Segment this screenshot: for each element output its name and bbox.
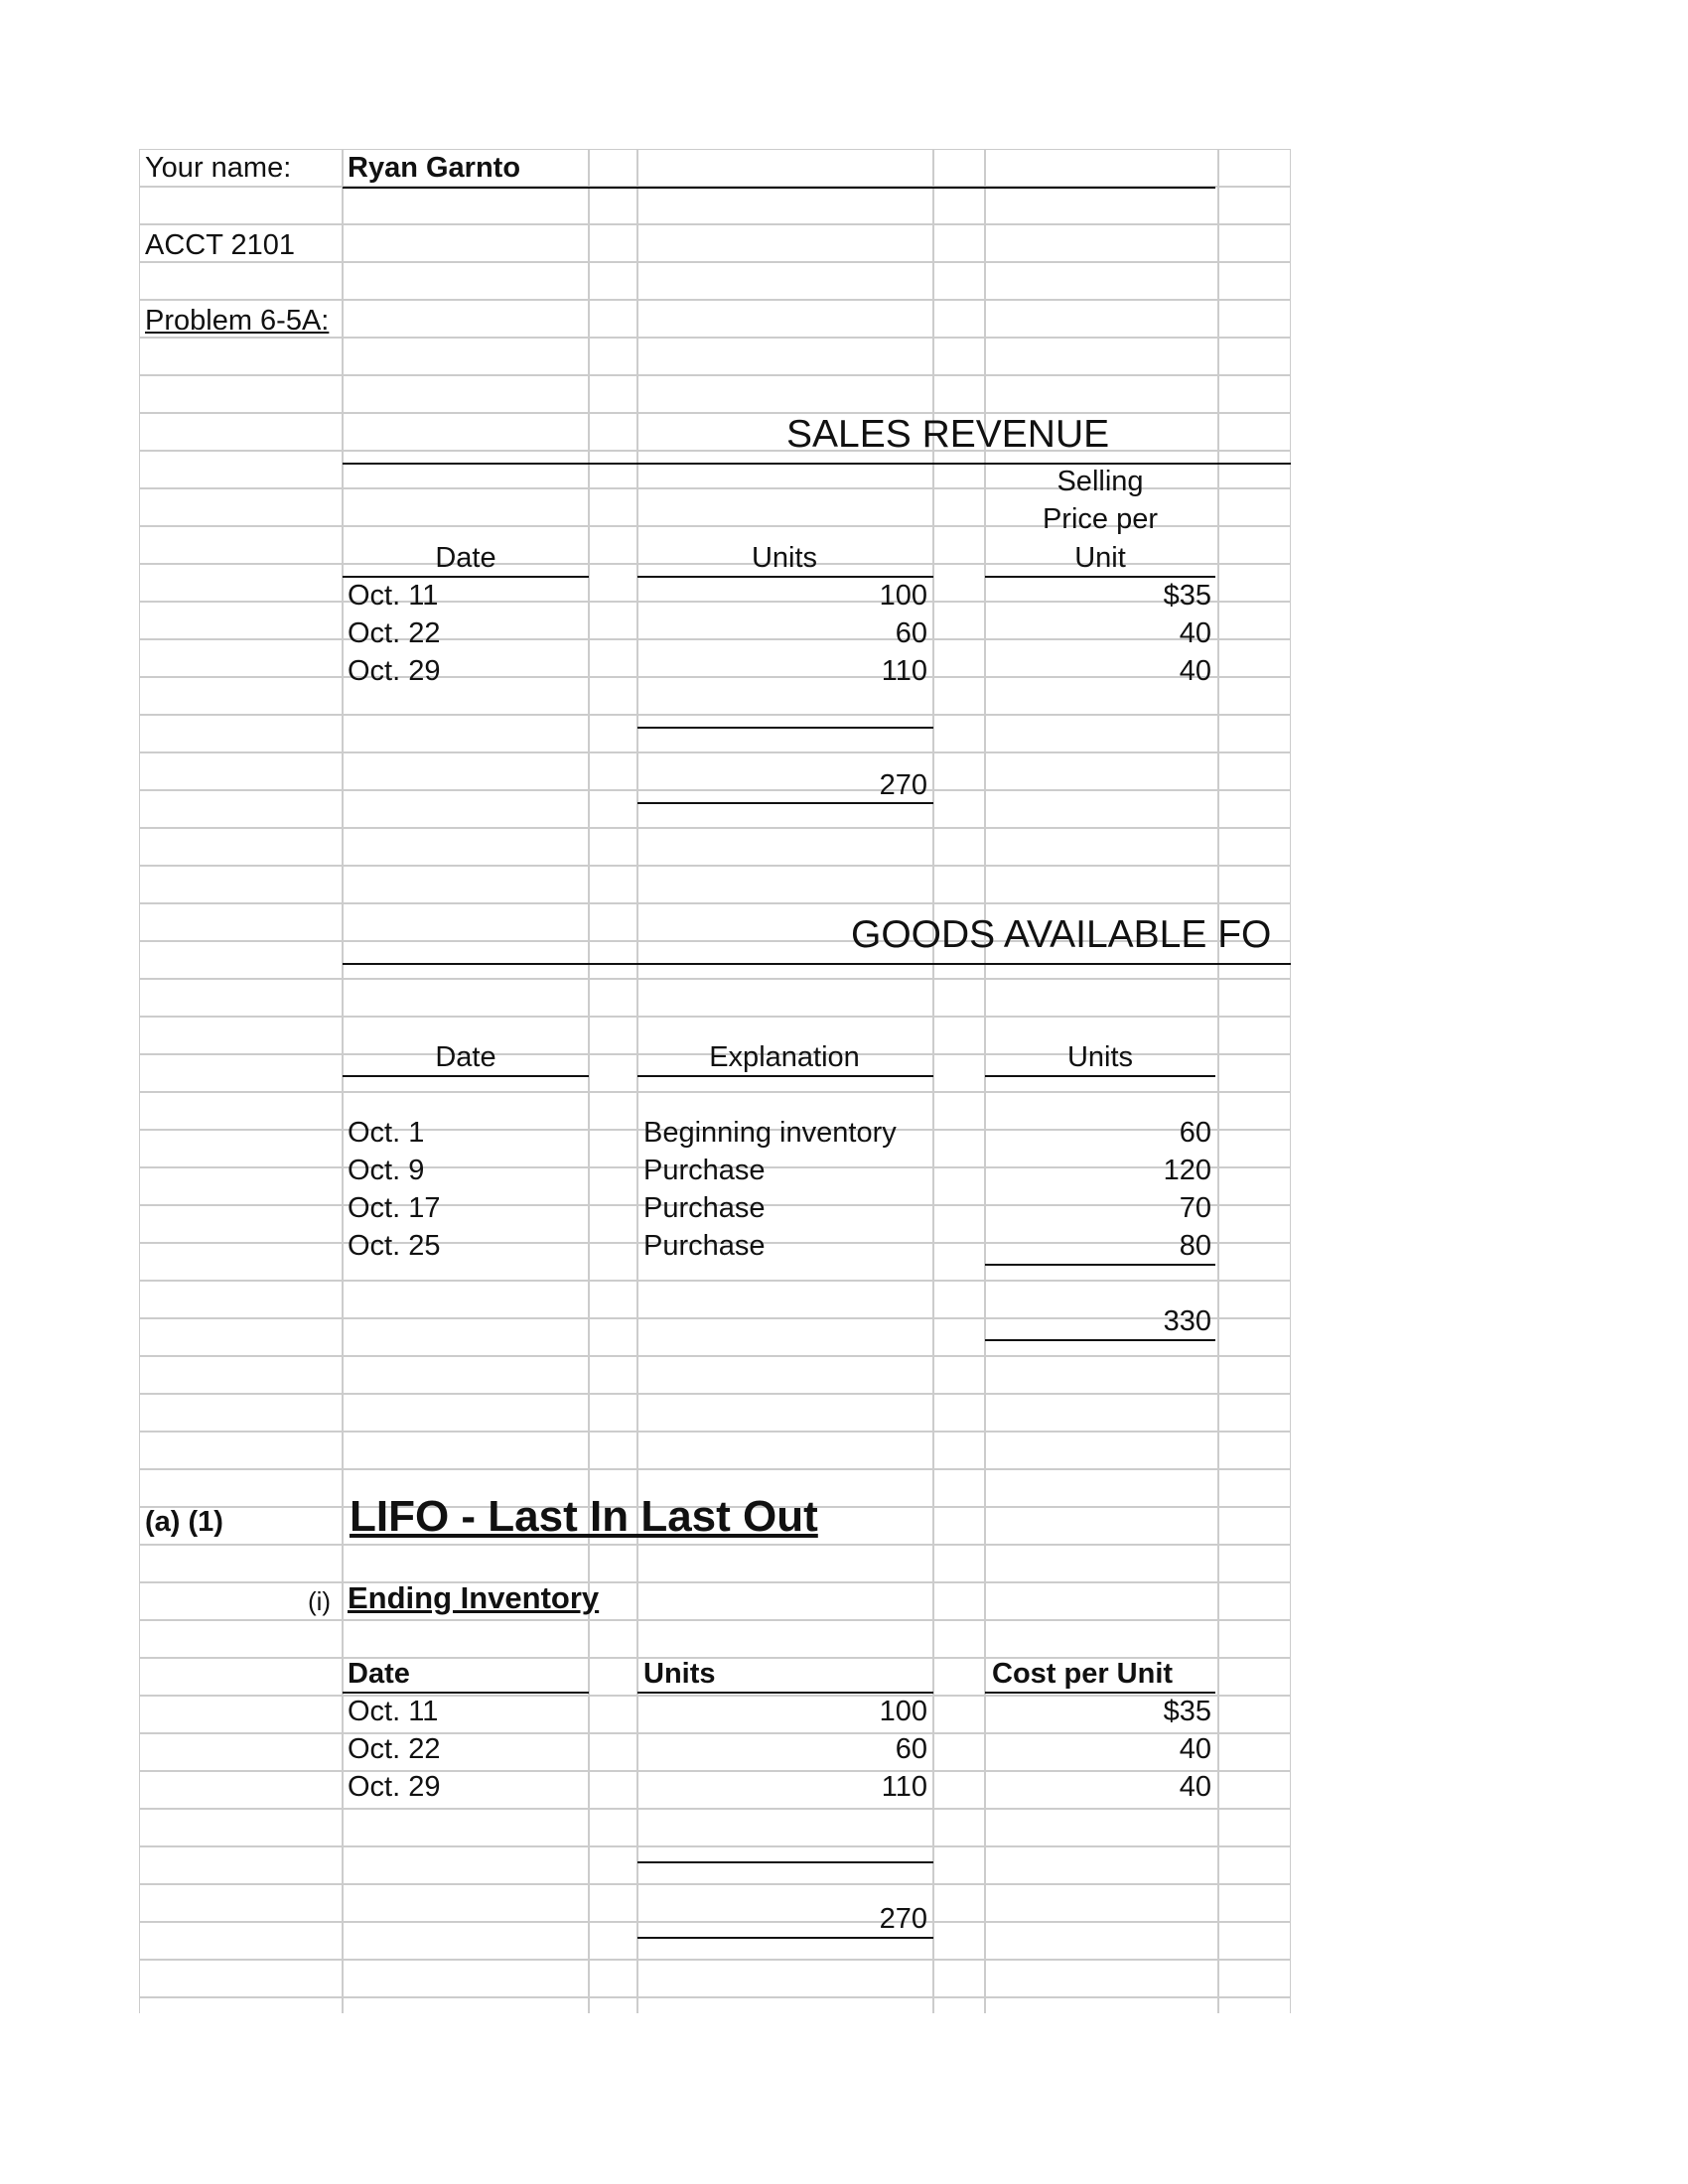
sales-row-price: 40 — [1179, 655, 1211, 687]
goods-row-date: Oct. 1 — [348, 1117, 425, 1149]
lifo-title: LIFO - Last In Last Out — [350, 1492, 818, 1541]
sales-total-units: 270 — [879, 769, 927, 801]
sales-price-header-1: Selling — [1056, 466, 1144, 497]
sales-total-rule — [637, 802, 933, 804]
goods-subtotal-rule — [985, 1264, 1215, 1266]
goods-row-explanation: Purchase — [643, 1230, 766, 1262]
lifo-total-rule — [637, 1937, 933, 1939]
lifo-cost-header: Cost per Unit — [992, 1658, 1174, 1690]
sales-row-price: $35 — [1163, 580, 1211, 612]
sales-row-date: Oct. 11 — [348, 580, 439, 612]
lifo-subtotal-rule — [637, 1861, 933, 1863]
lifo-row-date: Oct. 29 — [348, 1771, 441, 1803]
goods-explanation-header: Explanation — [709, 1041, 860, 1073]
sales-date-header: Date — [435, 542, 496, 574]
part-label: (a) (1) — [145, 1506, 223, 1538]
lifo-row-units: 100 — [879, 1696, 927, 1727]
sales-price-rule — [985, 576, 1215, 578]
sales-date-rule — [343, 576, 589, 578]
goods-total-rule — [985, 1339, 1215, 1341]
sales-row-price: 40 — [1179, 617, 1211, 649]
goods-units-rule — [985, 1075, 1215, 1077]
sales-row-units: 100 — [879, 580, 927, 612]
goods-row-units: 120 — [1163, 1155, 1211, 1186]
goods-explanation-rule — [637, 1075, 933, 1077]
goods-row-explanation: Purchase — [643, 1155, 766, 1186]
goods-title-rule — [343, 963, 1291, 965]
sales-row-units: 110 — [881, 655, 927, 687]
lifo-row-date: Oct. 22 — [348, 1733, 441, 1765]
name-label: Your name: — [145, 152, 292, 184]
lifo-row-cost: $35 — [1163, 1696, 1211, 1727]
goods-total-units: 330 — [1163, 1305, 1211, 1337]
sales-units-header: Units — [751, 542, 818, 574]
problem-label: Problem 6-5A: — [145, 305, 330, 337]
lifo-total-units: 270 — [879, 1903, 927, 1935]
sales-row-date: Oct. 22 — [348, 617, 441, 649]
goods-available-title: GOODS AVAILABLE FO — [851, 913, 1272, 956]
goods-row-date: Oct. 25 — [348, 1230, 441, 1262]
goods-row-date: Oct. 17 — [348, 1192, 441, 1224]
ending-inventory-title: Ending Inventory — [348, 1580, 600, 1615]
goods-date-header: Date — [435, 1041, 496, 1073]
sales-row-date: Oct. 29 — [348, 655, 441, 687]
sales-subtotal-rule — [637, 727, 933, 729]
goods-row-explanation: Purchase — [643, 1192, 766, 1224]
lifo-row-cost: 40 — [1179, 1733, 1211, 1765]
sales-price-header-2: Price per — [1042, 503, 1159, 535]
goods-row-units: 60 — [1179, 1117, 1211, 1149]
lifo-row-cost: 40 — [1179, 1771, 1211, 1803]
name-underline — [343, 187, 1215, 189]
sales-revenue-title: SALES REVENUE — [786, 413, 1110, 456]
sales-units-rule — [637, 576, 933, 578]
sales-row-units: 60 — [895, 617, 927, 649]
lifo-units-rule — [637, 1692, 933, 1694]
lifo-units-header: Units — [643, 1658, 716, 1690]
lifo-row-units: 110 — [881, 1771, 927, 1803]
goods-row-units: 80 — [1179, 1230, 1211, 1262]
goods-row-explanation: Beginning inventory — [643, 1117, 897, 1149]
goods-row-units: 70 — [1179, 1192, 1211, 1224]
goods-row-date: Oct. 9 — [348, 1155, 425, 1186]
lifo-row-units: 60 — [895, 1733, 927, 1765]
course-label: ACCT 2101 — [145, 229, 295, 261]
lifo-row-date: Oct. 11 — [348, 1696, 439, 1727]
sales-title-rule — [343, 463, 1291, 465]
lifo-date-rule — [343, 1692, 589, 1694]
lifo-cost-rule — [985, 1692, 1215, 1694]
lifo-date-header: Date — [348, 1658, 410, 1690]
spreadsheet — [139, 149, 1291, 2013]
goods-date-rule — [343, 1075, 589, 1077]
goods-units-header: Units — [1066, 1041, 1134, 1073]
name-value: Ryan Garnto — [348, 152, 521, 184]
sub-marker: (i) — [308, 1586, 332, 1616]
sales-price-header-3: Unit — [1074, 542, 1126, 574]
